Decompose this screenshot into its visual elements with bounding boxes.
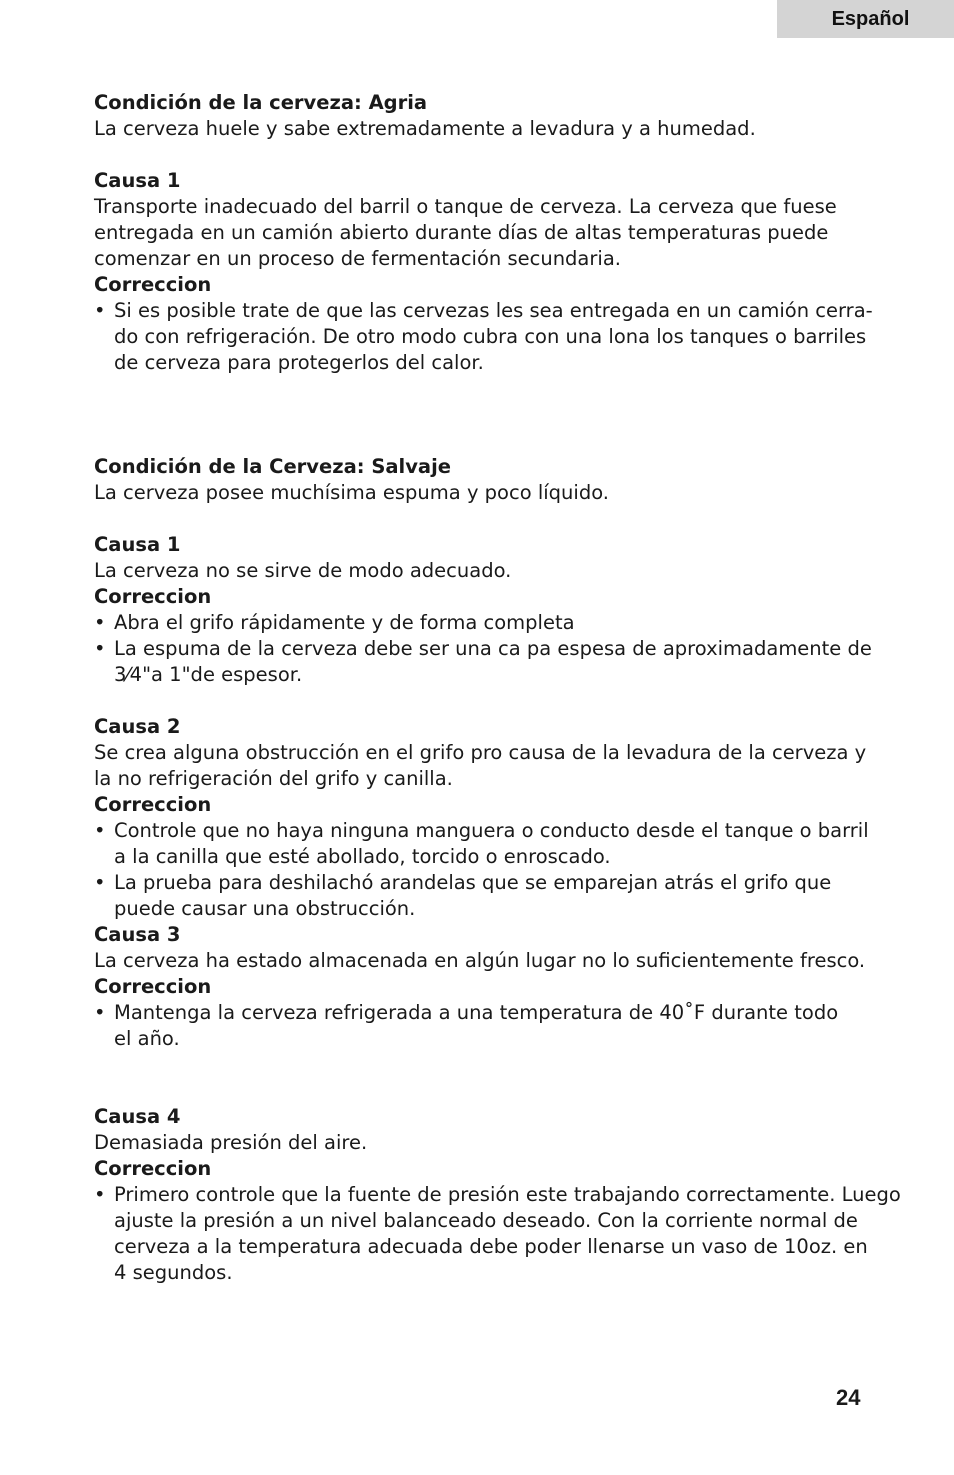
bullet-item xyxy=(94,298,884,376)
bullet-item xyxy=(94,1000,884,1052)
document-body xyxy=(94,90,901,1286)
cause-text-line: Transporte inadecuado del barril o tanque de cerveza. La cerveza que fuese xyxy=(94,195,837,218)
bullet-text-line: el año. xyxy=(114,1027,180,1050)
bullet-text-line: Controle que no haya ninguna manguera o conducto desde el tanque o barril xyxy=(114,819,869,842)
bullet-item xyxy=(94,870,884,922)
cause-text-line: la no refrigeración del grifo y canilla. xyxy=(94,767,453,790)
section-description: La cerveza posee muchísima espuma y poco líquido. xyxy=(94,481,609,504)
correction-label: Correccion xyxy=(94,975,212,998)
cause-text-line: comenzar en un proceso de fermentación secundaria. xyxy=(94,247,621,270)
bullet-icon: • xyxy=(94,1183,106,1206)
bullet-text-line: La espuma de la cerveza debe ser una ca pa espesa de aproximadamente de xyxy=(114,637,872,660)
cause-text-line: entregada en un camión abierto durante días de altas temperaturas puede xyxy=(94,221,829,244)
bullet-icon: • xyxy=(94,871,106,894)
bullet-text-line: ajuste la presión a un nivel balanceado deseado. Con la corriente normal de xyxy=(114,1209,858,1232)
bullet-icon: • xyxy=(94,819,106,842)
section-title: Condición de la cerveza: Agria xyxy=(94,91,428,114)
correction-label: Correccion xyxy=(94,273,212,296)
cause-label: Causa 1 xyxy=(94,169,181,192)
bullet-text-line: Si es posible trate de que las cervezas les sea entregada en un camión cerra- xyxy=(114,299,873,322)
bullet-icon: • xyxy=(94,637,106,660)
bullet-item xyxy=(94,818,884,870)
bullet-text-line: a la canilla que esté abollado, torcido o enroscado. xyxy=(114,845,611,868)
bullet-item xyxy=(94,610,884,636)
bullet-text-line: La prueba para deshilachó arandelas que se emparejan atrás el grifo que xyxy=(114,871,832,894)
cause-label: Causa 3 xyxy=(94,923,181,946)
cause-label: Causa 2 xyxy=(94,715,181,738)
cause-text-line: Demasiada presión del aire. xyxy=(94,1131,368,1154)
correction-label: Correccion xyxy=(94,585,212,608)
bullet-icon: • xyxy=(94,1001,106,1024)
correction-label: Correccion xyxy=(94,1157,212,1180)
correction-label: Correccion xyxy=(94,793,212,816)
bullet-text-line: 4 segundos. xyxy=(114,1261,233,1284)
bullet-text-line: cerveza a la temperatura adecuada debe poder llenarse un vaso de 10oz. en xyxy=(114,1235,868,1258)
cause-label: Causa 4 xyxy=(94,1105,181,1128)
cause-text-line: Se crea alguna obstrucción en el grifo pro causa de la levadura de la cerveza y xyxy=(94,741,867,764)
bullet-icon: • xyxy=(94,299,106,322)
bullet-icon: • xyxy=(94,611,106,634)
section-title: Condición de la Cerveza: Salvaje xyxy=(94,455,451,478)
cause-label: Causa 1 xyxy=(94,533,181,556)
bullet-text-line: do con refrigeración. De otro modo cubra con una lona los tanques o barriles xyxy=(114,325,867,348)
bullet-text-line: de cerveza para protegerlos del calor. xyxy=(114,351,484,374)
bullet-text-line: Mantenga la cerveza refrigerada a una temperatura de 40˚F durante todo xyxy=(114,1001,839,1024)
bullet-text-line: 3⁄4"a 1"de espesor. xyxy=(114,663,303,686)
cause-text-line: La cerveza no se sirve de modo adecuado. xyxy=(94,559,512,582)
bullet-item xyxy=(94,636,884,688)
bullet-item xyxy=(94,1182,901,1286)
language-tab: Español xyxy=(777,0,954,38)
bullet-text-line: Primero controle que la fuente de presión este trabajando correctamente. Luego xyxy=(114,1183,901,1206)
section-description: La cerveza huele y sabe extremadamente a levadura y a humedad. xyxy=(94,117,756,140)
bullet-text-line: Abra el grifo rápidamente y de forma completa xyxy=(114,611,575,634)
page-number: 24 xyxy=(836,1385,861,1410)
bullet-text-line: puede causar una obstrucción. xyxy=(114,897,416,920)
cause-text-line: La cerveza ha estado almacenada en algún lugar no lo suficientemente fresco. xyxy=(94,949,866,972)
